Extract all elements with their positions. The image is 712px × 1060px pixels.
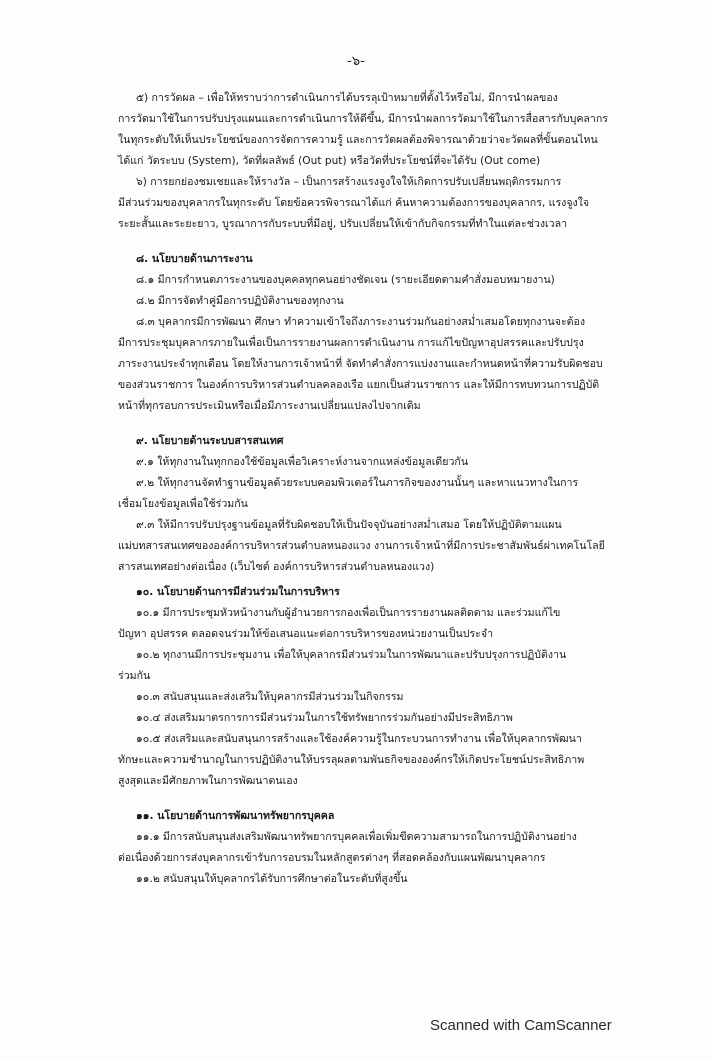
paragraph-line: ๑๐.๑ มีการประชุมหัวหน้างานกับผู้อำนวยการกองเพื่อเป็นการรายงานผลติดตาม และร่วมแก้ไข	[136, 607, 561, 619]
page-number: -๖-	[347, 54, 365, 69]
section-heading-human-resources: ๑๑. นโยบายด้านการพัฒนาทรัพยากรบุคคล	[136, 810, 335, 822]
paragraph-line: หน้าที่ทุกรอบการประเมินหรือเมื่อมีภาระงานเปลี่ยนแปลงไปจากเดิม	[118, 400, 421, 412]
section-heading-workload: ๘. นโยบายด้านภาระงาน	[136, 253, 253, 265]
scanner-watermark: Scanned with CamScanner	[430, 1017, 612, 1034]
paragraph-line: ๑๑.๒ สนับสนุนให้บุคลากรได้รับการศึกษาต่อในระดับที่สูงขึ้น	[136, 873, 408, 885]
paragraph-line: ทักษะและความชำนาญในการปฏิบัติงานให้บรรลุผลตามพันธกิจขององค์กรให้เกิดประโยชน์ประสิทธิภาพ	[118, 754, 585, 766]
paragraph-line: สูงสุดและมีศักยภาพในการพัฒนาตนเอง	[118, 775, 298, 787]
paragraph-line: ๘.๑ มีการกำหนดภาระงานของบุคคลทุกคนอย่างชัดเจน (รายะเอียดตามคำสั่งมอบหมายงาน)	[136, 274, 555, 286]
paragraph-line: ของส่วนราชการ ในองค์การบริหารส่วนตำบลคลองเรือ แยกเป็นส่วนราชการ และให้มีการทบทวนการปฏิบัติ	[118, 379, 600, 391]
document-body	[118, 88, 626, 890]
paragraph-line: ๑๐.๓ สนับสนุนและส่งเสริมให้บุคลากรมีส่วนร่วมในกิจกรรม	[136, 691, 404, 703]
paragraph-line: มีการประชุมบุคลากรภายในเพื่อเป็นการรายงานผลการดำเนินงาน การแก้ไขปัญหาอุปสรรคและปรับปรุง	[118, 337, 584, 349]
paragraph-line: ระยะสั้นและระยะยาว, บูรณาการกับระบบที่มีอยู่, ปรับเปลี่ยนให้เข้ากับกิจกรรมที่ทำในแต่ละช่วงเวลา	[118, 218, 568, 230]
paragraph-line: ๙.๓ ให้มีการปรับปรุงฐานข้อมูลที่รับผิดชอบให้เป็นปัจจุบันอย่างสม่ำเสมอ โดยให้ปฏิบัติตามแผน	[136, 519, 562, 531]
paragraph-line: ในทุกระดับให้เห็นประโยชน์ของการจัดการความรู้ และการวัดผลต้องพิจารณาด้วยว่าจะวัดผลที่ขั้นตอนไหน	[118, 134, 598, 146]
paragraph-line: ภาระงานประจำทุกเดือน โดยให้งานการเจ้าหน้าที่ จัดทำคำสั่งการแบ่งงานและกำหนดหน้าที่ความรับผิดชอบ	[118, 358, 603, 370]
paragraph-line: ๕) การวัดผล – เพื่อให้ทราบว่าการดำเนินการได้บรรลุเป้าหมายที่ตั้งไว้หรือไม่, มีการนำผลของ	[136, 92, 558, 104]
paragraph-line: ๙.๑ ให้ทุกงานในทุกกองใช้ข้อมูลเพื่อวิเคราะห์งานจากแหล่งข้อมูลเดียวกัน	[136, 456, 469, 468]
paragraph-line: ปัญหา อุปสรรค ตลอดจนร่วมให้ข้อเสนอแนะต่อการบริหารของหน่วยงานเป็นประจำ	[118, 628, 494, 640]
paragraph-line: ต่อเนื่องด้วยการส่งบุคลากรเข้ารับการอบรมในหลักสูตรต่างๆ ที่สอดคล้องกับแผนพัฒนาบุคลากร	[118, 852, 546, 864]
paragraph-line: ได้แก่ วัดระบบ (System), วัดที่ผลลัพธ์ (Out put) หรือวัดที่ประโยชน์ที่จะได้รับ (Out come)	[118, 155, 541, 167]
paragraph-line: ร่วมกัน	[118, 670, 151, 682]
paragraph-line: ๑๐.๔ ส่งเสริมมาตรการการมีส่วนร่วมในการใช้ทรัพยากรร่วมกันอย่างมีประสิทธิภาพ	[136, 712, 513, 724]
paragraph-line: แม่บทสารสนเทศขององค์การบริหารส่วนตำบลหนองแวง งานการเจ้าหน้าที่มีการประชาสัมพันธ์ผ่าเทคโนโลยี	[118, 540, 605, 552]
paragraph-line: ๑๐.๕ ส่งเสริมและสนับสนุนการสร้างและใช้องค์ความรู้ในกระบวนการทำงาน เพื่อให้บุคลากรพัฒนา	[136, 733, 582, 745]
paragraph-line: เชื่อมโยงข้อมูลเพื่อใช้ร่วมกัน	[118, 498, 248, 510]
paragraph-line: ๘.๒ มีการจัดทำคู่มือการปฏิบัติงานของทุกงาน	[136, 295, 344, 307]
paragraph-line: ๙.๒ ให้ทุกงานจัดทำฐานข้อมูลด้วยระบบคอมพิวเตอร์ในภารกิจของงานนั้นๆ และหาแนวทางในการ	[136, 477, 579, 489]
paragraph-line: ๖) การยกย่องชมเชยและให้รางวัล – เป็นการสร้างแรงจูงใจให้เกิดการปรับเปลี่ยนพฤติกรรมการ	[136, 176, 562, 188]
paragraph-line: ๑๐.๒ ทุกงานมีการประชุมงาน เพื่อให้บุคลากรมีส่วนร่วมในการพัฒนาและปรับปรุงการปฏิบัติงาน	[136, 649, 567, 661]
paragraph-line: ๑๑.๑ มีการสนับสนุนส่งเสริมพัฒนาทรัพยากรบุคคลเพื่อเพิ่มขีดความสามารถในการปฏิบัติงานอย่าง	[136, 831, 577, 843]
paragraph-line: การวัดมาใช้ในการปรับปรุงแผนและการดำเนินการให้ดีขึ้น, มีการนำผลการวัดมาใช้ในการสื่อสารกับบุคลากร	[118, 113, 608, 125]
section-heading-information-system: ๙. นโยบายด้านระบบสารสนเทศ	[136, 435, 284, 447]
paragraph-line: มีส่วนร่วมของบุคลากรในทุกระดับ โดยข้อควรพิจารณาได้แก่ ค้นหาความต้องการของบุคลากร, แรงจูงใจ	[118, 197, 590, 209]
paragraph-line: สารสนเทศอย่างต่อเนื่อง (เว็บไซต์ องค์การบริหารส่วนตำบลหนองแวง)	[118, 561, 435, 573]
section-heading-participation: ๑๐. นโยบายด้านการมีส่วนร่วมในการบริหาร	[136, 586, 340, 598]
paragraph-line: ๘.๓ บุคลากรมีการพัฒนา ศึกษา ทำความเข้าใจถึงภาระงานร่วมกันอย่างสม่ำเสมอโดยทุกงานจะต้อง	[136, 316, 586, 328]
